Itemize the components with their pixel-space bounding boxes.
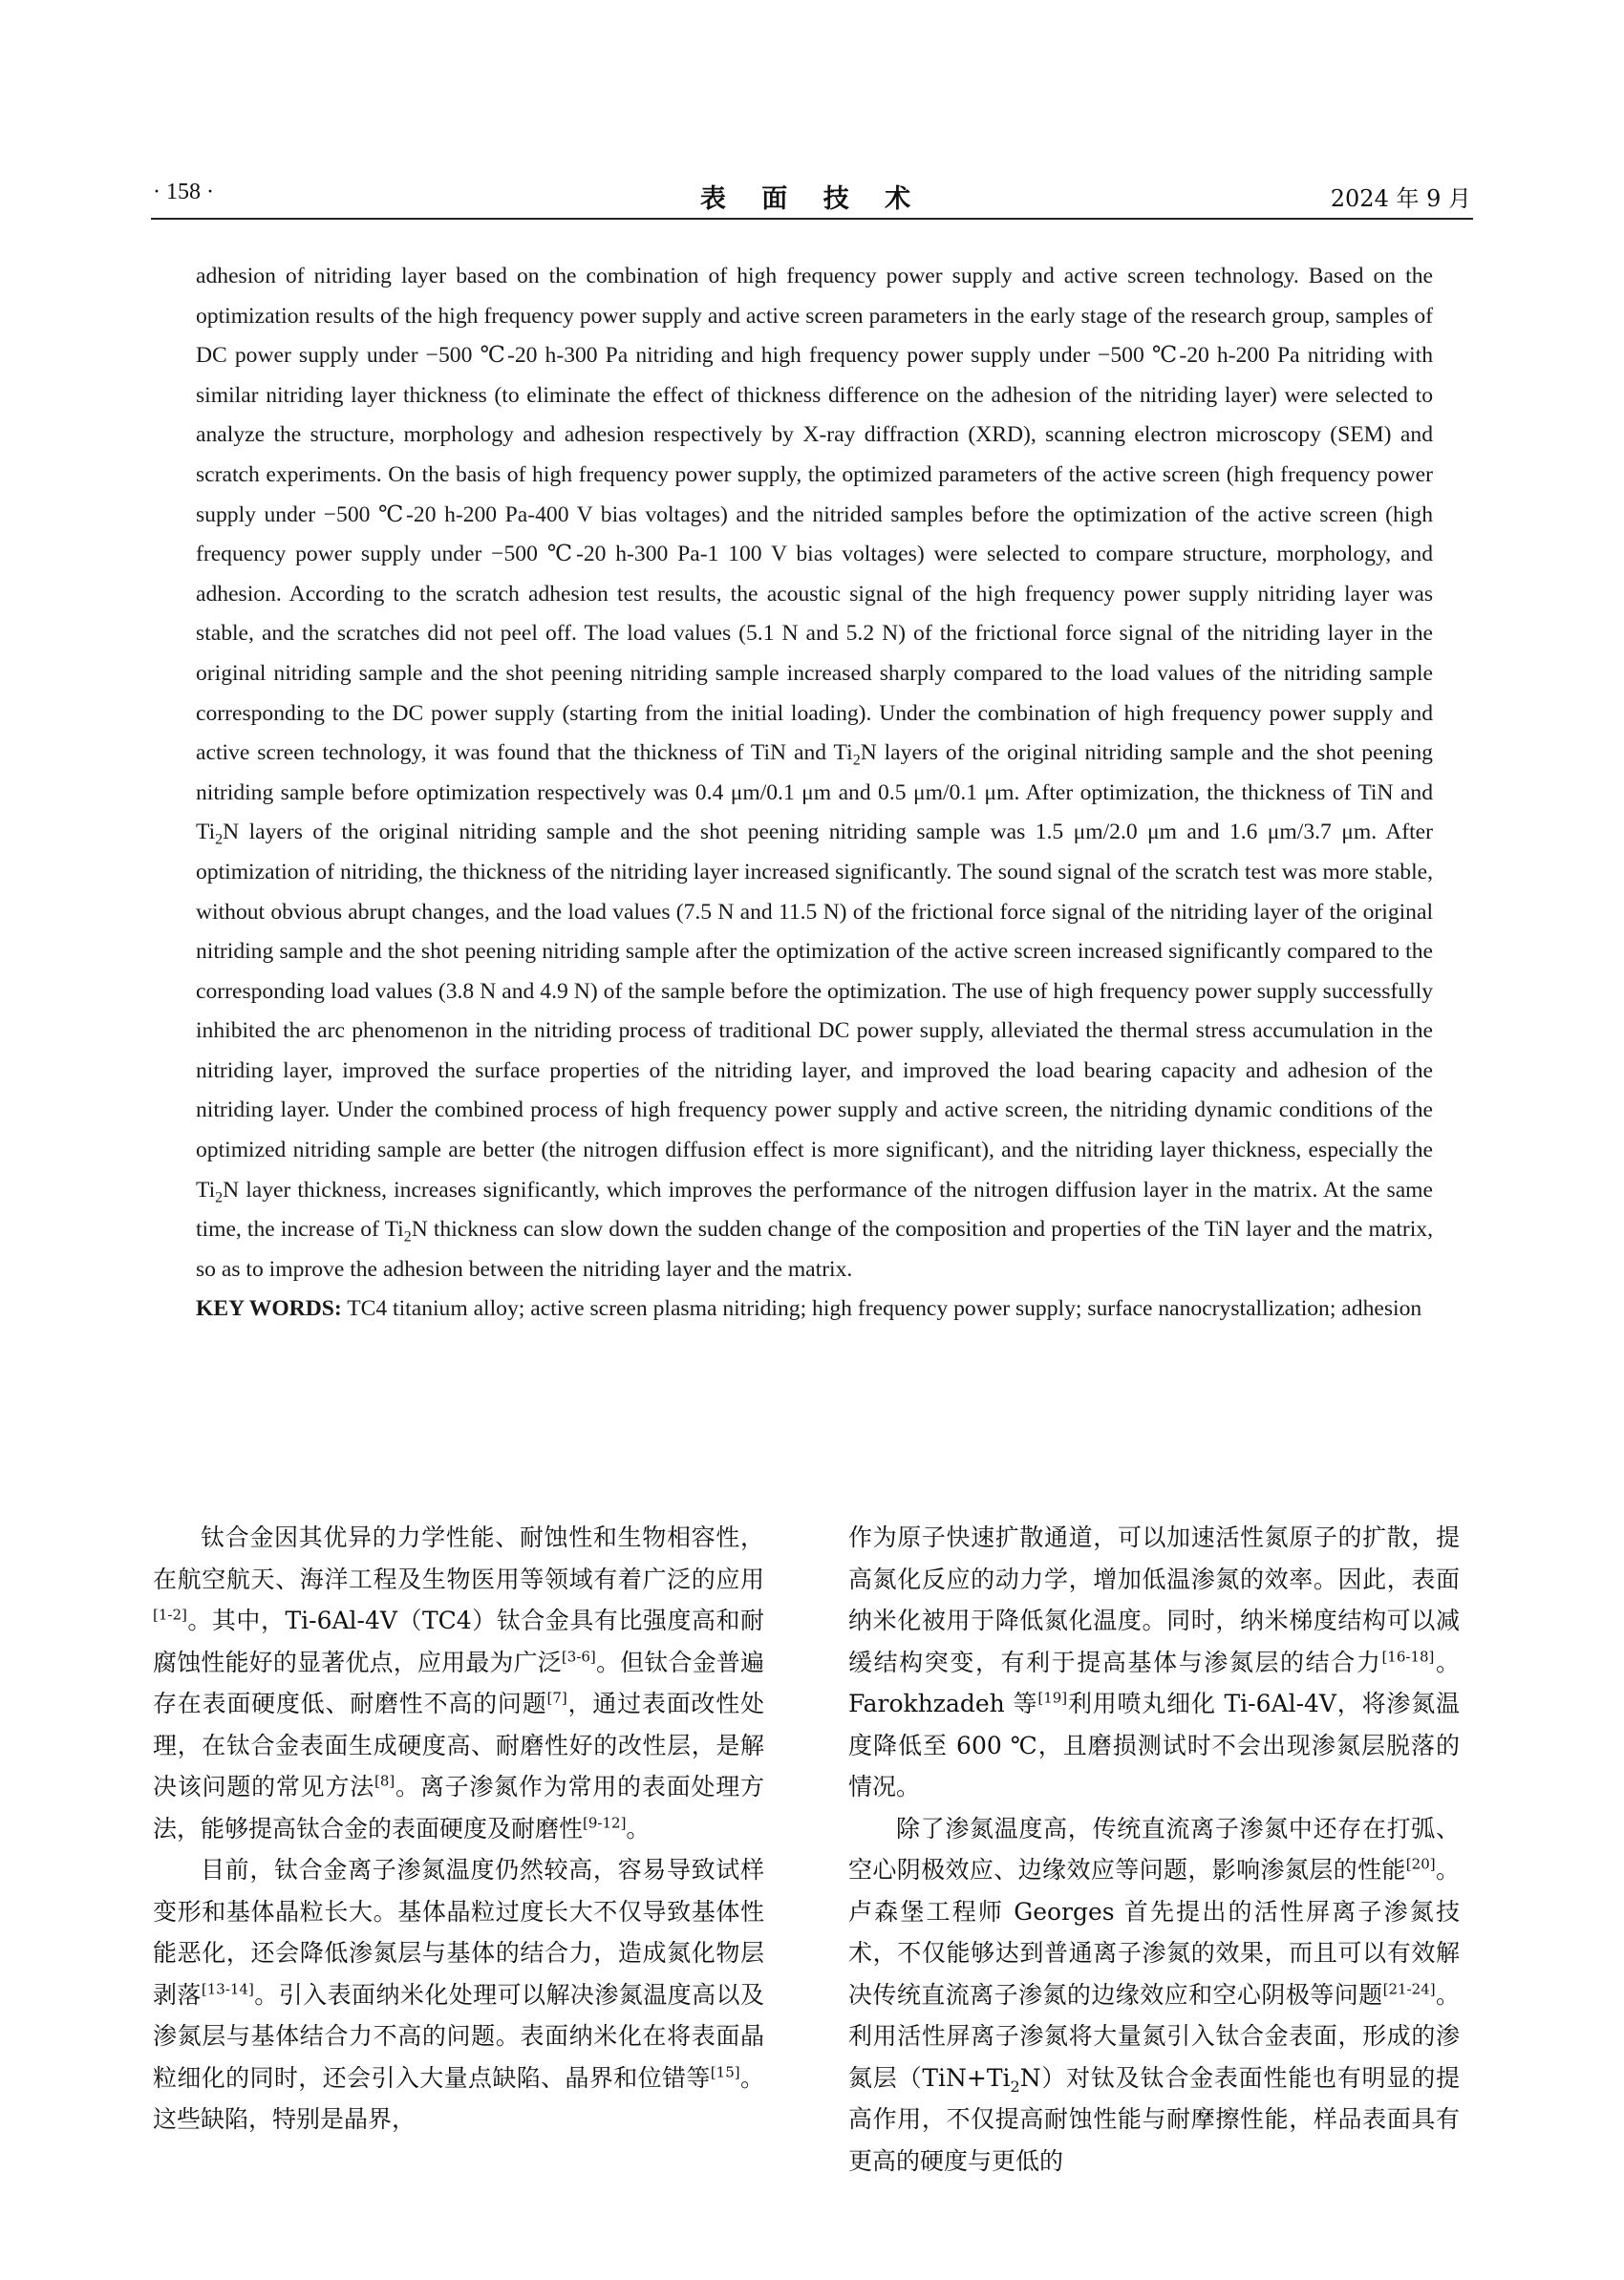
body-column-left [153,1517,764,2141]
page-number: · 158 · [153,180,214,204]
citation: [16-18] [1381,1648,1435,1666]
journal-title: 表 面 技 术 [699,184,925,214]
citation: [9-12] [583,1814,627,1832]
keywords-label: KEY WORDS: [196,1296,342,1322]
citation: [21-24] [1382,1980,1436,1998]
citation: [8] [374,1772,395,1790]
citation: [20] [1405,1855,1436,1873]
issue-date: 2024 年 9 月 [1330,185,1471,212]
keywords-text: TC4 titanium alloy; active screen plasma nitriding; high frequency power supply; surface nanocrystallization; adhesion [341,1296,1422,1322]
body-paragraph: 除了渗氮温度高，传统直流离子渗氮中还存在打弧、空心阴极效应、边缘效应等问题，影响渗氮层的性能[20]。卢森堡工程师 Georges 首先提出的活性屏离子渗氮技术，不仅能够达到普通离子渗氮的效果，而且可以有效解决传统直流离子渗氮的边缘效应和空心阴极等问题[21-24]。利用活性屏离子渗氮将大量氮引入钛合金表面，形成的渗氮层$(TiN+Ti_2N)$对钛及钛合金表面性能也有明显的提高作用，不仅提高耐蚀性能与耐摩擦性能，样品表面具有更高的硬度与更低的 [848,1814,1460,2175]
running-header [151,178,1473,220]
keywords [196,1289,1433,1330]
body-paragraph: 钛合金因其优异的力学性能、耐蚀性和生物相容性，在航空航天、海洋工程及生物医用等领域有着广泛的应用[1-2]。其中，Ti-6Al-4V（TC4）钛合金具有比强度高和耐腐蚀性能好的显著优点，应用最为广泛[3-6]。但钛合金普遍存在表面硬度低、耐磨性不高的问题[7]，通过表面改性处理，在钛合金表面生成硬度高、耐磨性好的改性层，是解决该问题的常见方法[8]。离子渗氮作为常用的表面处理方法，能够提高钛合金的表面硬度及耐磨性[9-12]。 [153,1524,764,1843]
abstract-paragraph: adhesion of nitriding layer based on the combination of high frequency power supply and active screen technology. Based on the optimization results of the high frequency power supply and active screen parameters in the early stage of the research group, samples of DC power supply under −500 ℃-20 h-300 Pa nitriding and high frequency power supply under −500 ℃-20 h-200 Pa nitriding with similar nitriding layer thickness (to eliminate the effect of thickness difference on the adhesion of the nitriding layer) were selected to analyze the structure, morphology and adhesion respectively by X-ray diffraction (XRD), scanning electron microscopy (SEM) and scratch experiments. On the basis of high frequency power supply, the optimized parameters of the active screen (high frequency power supply under −500 ℃-20 h-200 Pa-400 V bias voltages) and the nitrided samples before the optimization of the active screen (high frequency power supply under −500 ℃-20 h-300 Pa-1 100 V bias voltages) were selected to compare structure, morphology, and adhesion. According to the scratch adhesion test results, the acoustic signal of the high frequency power supply nitriding layer was stable, and the scratches did not peel off. The load values (5.1 N and 5.2 N) of the frictional force signal of the nitriding layer in the original nitriding sample and the shot peening nitriding sample increased sharply compared to the load values of the nitriding sample corresponding to the DC power supply (starting from the initial loading). Under the combination of high frequency power supply and active screen technology, it was found that the thickness of TiN and $Ti_2N$ layers of the original nitriding sample and the shot peening nitriding sample before optimization respectively was 0.4 μm/0.1 μm and 0.5 μm/0.1 μm. After optimization, the thickness of TiN and $Ti_2N$ layers of the original nitriding sample and the shot peening nitriding sample was 1.5 μm/2.0 μm and 1.6 μm/3.7 μm. After optimization of nitriding, the thickness of the nitriding layer increased significantly. The sound signal of the scratch test was more stable, without obvious abrupt changes, and the load values (7.5 N and 11.5 N) of the frictional force signal of the nitriding layer of the original nitriding sample and the shot peening nitriding sample after the optimization of the active screen increased significantly compared to the corresponding load values (3.8 N and 4.9 N) of the sample before the optimization. The use of high frequency power supply successfully inhibited the arc phenomenon in the nitriding process of traditional DC power supply, alleviated the thermal stress accumulation in the nitriding layer, improved the surface properties of the nitriding layer, and improved the load bearing capacity and adhesion of the nitriding layer. Under the combined process of high frequency power supply and active screen, the nitriding dynamic conditions of the optimized nitriding sample are better (the nitrogen diffusion effect is more significant), and the nitriding layer thickness, especially the $Ti_2N$ layer thickness, increases significantly, which improves the performance of the nitrogen diffusion layer in the matrix. At the same time, the increase of $Ti_2N$ thickness can slow down the sudden change of the composition and properties of the TiN layer and the matrix, so as to improve the adhesion between the nitriding layer and the matrix. [196,264,1433,1282]
citation: [7] [546,1689,567,1707]
body-column-right [848,1517,1460,2182]
citation: [19] [1037,1689,1068,1707]
body-paragraph: 作为原子快速扩散通道，可以加速活性氮原子的扩散，提高氮化反应的动力学，增加低温渗氮的效率。因此，表面纳米化被用于降低氮化温度。同时，纳米梯度结构可以减缓结构突变，有利于提高基体与渗氮层的结合力[16-18]。Farokhzadeh 等[19]利用喷丸细化 Ti-6Al-4V，将渗氮温度降低至 600 ℃，且磨损测试时不会出现渗氮层脱落的情况。 [848,1524,1460,1801]
citation: [3-6] [561,1648,596,1666]
citation: [1-2] [153,1606,187,1624]
citation: [13-14] [201,1980,254,1998]
citation: [15] [710,2063,740,2081]
english-abstract [196,257,1433,1330]
body-paragraph: 目前，钛合金离子渗氮温度仍然较高，容易导致试样变形和基体晶粒长大。基体晶粒过度长大不仅导致基体性能恶化，还会降低渗氮层与基体的结合力，造成氮化物层剥落[13-14]。引入表面纳米化处理可以解决渗氮温度高以及渗氮层与基体结合力不高的问题。表面纳米化在将表面晶粒细化的同时，还会引入大量点缺陷、晶界和位错等[15]。这些缺陷，特别是晶界， [153,1856,764,2133]
